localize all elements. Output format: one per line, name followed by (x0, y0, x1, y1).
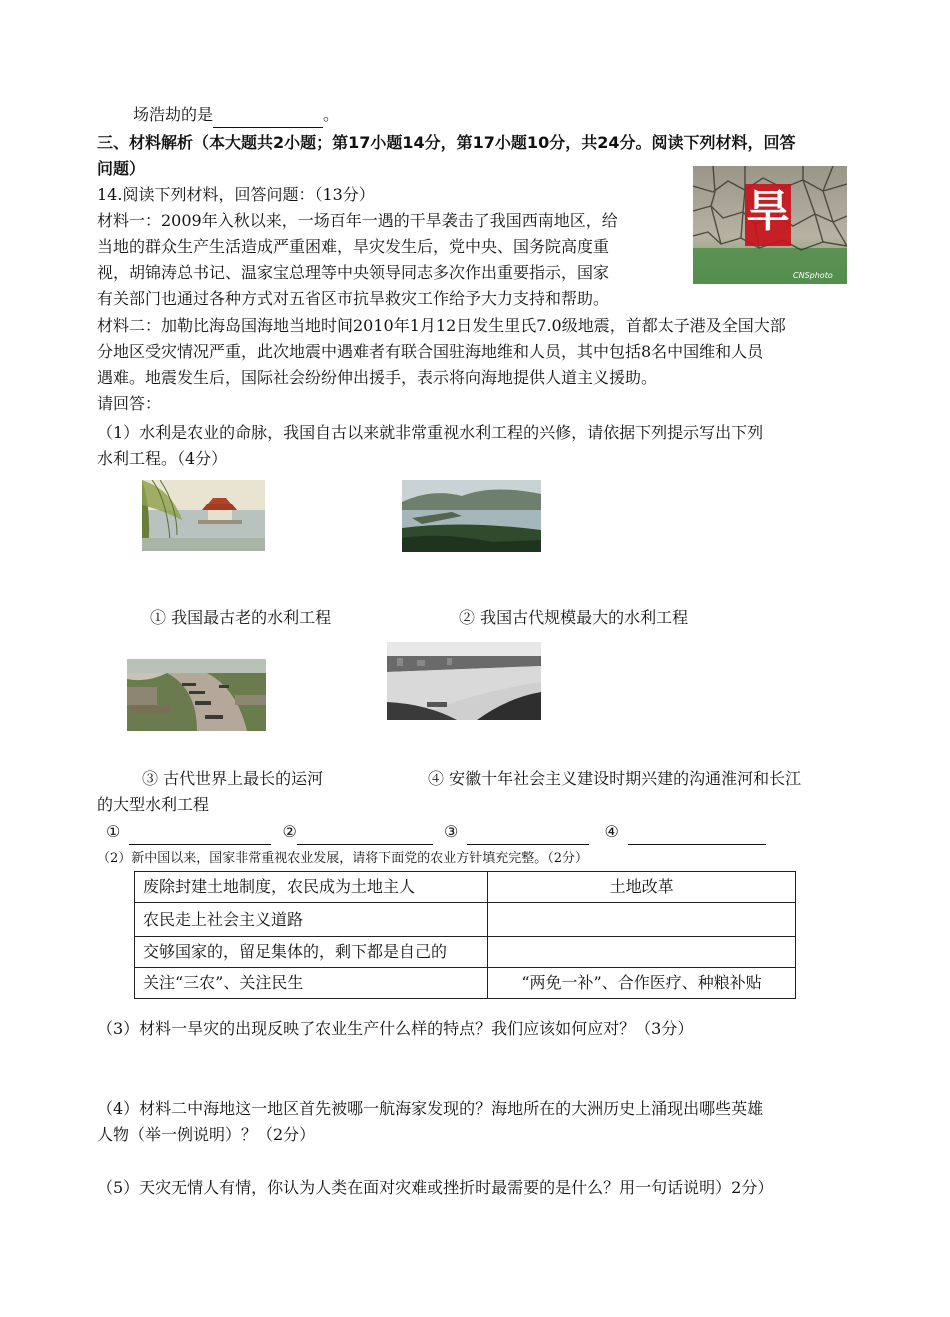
sub-question-5: （5）天灾无情人有情，你认为人类在面对灾难或挫折时最需要的是什么？用一句话说明）2分） (97, 1178, 774, 1197)
answer-blank[interactable] (213, 109, 323, 128)
top-line-end: 。 (323, 105, 340, 124)
sub-question-2: （2）新中国以来，国家非常重视农业发展，请将下面党的农业方针填充完整。（2分） (97, 851, 589, 866)
river-photo (387, 642, 541, 720)
table-row (135, 903, 796, 937)
blanks-row (106, 819, 766, 845)
answer-blank-2[interactable] (297, 826, 433, 845)
material-2-line: 分地区受灾情况严重，此次地震中遇难者有联合国驻海地维和人员，其中包括8名中国维和人员 (97, 342, 764, 361)
caption-3: ③ 古代世界上最长的运河 (142, 769, 324, 788)
table-answer-cell[interactable] (488, 937, 796, 968)
material-1-line: 有关部门也通过各种方式对五省区市抗旱救灾工作给予大力支持和帮助。 (97, 289, 610, 308)
table-row (135, 872, 796, 903)
sub-question-1-line1: （1）水利是农业的命脉，我国自古以来就非常重视水利工程的兴修，请依据下列提示写出下列 (97, 423, 764, 442)
table-cell: 交够国家的，留足集体的，剩下都是自己的 (135, 937, 488, 968)
blank-label-3: ③ (443, 822, 459, 841)
material-1-line: 材料一：2009年入秋以来，一场百年一遇的干旱袭击了我国西南地区，给 (97, 211, 618, 230)
material-1-line: 当地的群众生产生活造成严重困难，旱灾发生后，党中央、国务院高度重 (97, 237, 610, 256)
blank-label-2: ② (282, 822, 297, 841)
sub-question-4-line1: （4）材料二中海地这一地区首先被哪一航海家发现的？海地所在的大洲历史上涌现出哪些英雄 (97, 1099, 764, 1118)
material-2-line: 材料二：加勒比海岛国海地当地时间2010年1月12日发生里氏7.0级地震，首都太子港及全国大部 (97, 316, 786, 335)
answer-blank-4[interactable] (628, 826, 766, 845)
sub-question-1-line2: 水利工程。（4分） (97, 449, 228, 468)
answer-blank-1[interactable] (129, 826, 271, 845)
top-line-text: 场浩劫的是 (133, 105, 214, 124)
material-2-line: 遇难。地震发生后，国际社会纷纷伸出援手，表示将向海地提供人道主义援助。 (97, 368, 658, 387)
sub-question-4-line2: 人物（举一例说明）？（2分） (97, 1125, 316, 1144)
dam-photo (402, 480, 541, 552)
table-cell: 关注“三农”、关注民生 (135, 968, 488, 999)
drought-image (693, 166, 847, 284)
table-cell: 废除封建土地制度，农民成为土地主人 (135, 872, 488, 903)
please-answer: 请回答： (97, 394, 162, 413)
blank-label-1: ① (106, 822, 121, 841)
material-1-line: 视，胡锦涛总书记、温家宝总理等中央领导同志多次作出重要指示，国家 (97, 263, 610, 282)
table-cell: 农民走上社会主义道路 (135, 903, 488, 937)
caption-2: ② 我国古代规模最大的水利工程 (459, 608, 689, 627)
table-row (135, 937, 796, 968)
caption-1: ① 我国最古老的水利工程 (150, 608, 332, 627)
table-answer-cell[interactable] (488, 903, 796, 937)
section-3-heading-line2: 问题） (97, 159, 146, 178)
caption-4: ④ 安徽十年社会主义建设时期兴建的沟通淮河和长江 (428, 769, 802, 788)
agriculture-policy-table (134, 871, 796, 999)
table-row (135, 968, 796, 999)
drought-character: 旱 (746, 186, 790, 237)
section-3-heading-line1: 三、材料解析（本大题共2小题；第17小题14分，第17小题10分，共24分。阅读下列材料，回答 (97, 133, 796, 152)
table-cell: 土地改革 (488, 872, 796, 903)
caption-4-continued: 的大型水利工程 (97, 795, 210, 814)
table-cell: “两免一补”、合作医疗、种粮补贴 (488, 968, 796, 999)
answer-blank-3[interactable] (467, 826, 589, 845)
pavilion-photo (142, 480, 265, 551)
blank-label-4: ④ (604, 822, 619, 841)
canal-photo (127, 659, 266, 731)
question-14-header: 14.阅读下列材料，回答问题：（13分） (97, 185, 375, 204)
sub-question-3: （3）材料一旱灾的出现反映了农业生产什么样的特点？我们应该如何应对？（3分） (97, 1019, 694, 1038)
drought-watermark: CNSphoto (793, 271, 833, 280)
top-line (133, 102, 339, 128)
